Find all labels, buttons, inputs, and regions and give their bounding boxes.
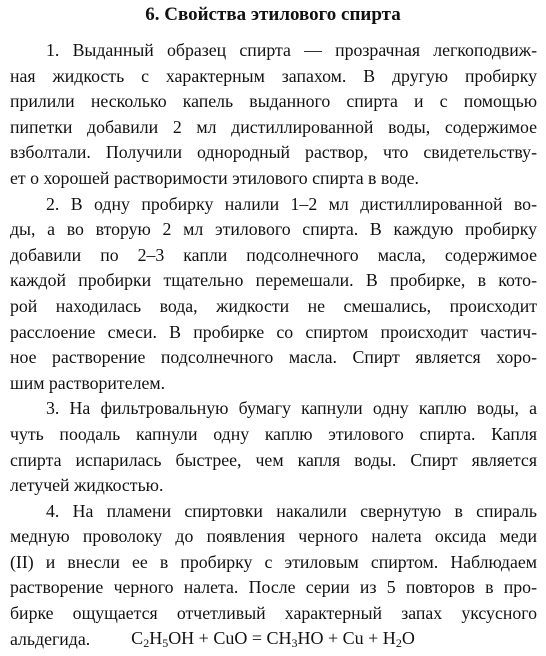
chemical-equation [0,627,546,649]
text-line: взболтали. Получили однородный раствор, что свидетельству- [10,142,537,163]
paragraph-1 [10,38,537,192]
text-line: ное растворение подсолнечного масла. Спирт является хоро- [10,347,537,368]
text-line: ная жидкость с характерным запахом. В другую пробирку [10,65,537,86]
formula-part: OH + CuO = CH [168,628,292,648]
text-line: прилили несколько капель выданного спирта и с помощью [10,91,537,112]
text-line: бирке ощущается отчетливый характерный запах уксусного [10,603,537,624]
text-line: медную проволоку до появления черного налета оксида меди [10,526,537,547]
paragraph-3 [10,396,537,498]
text-line: пипетки добавили 2 мл дистиллированной воды, содержимое [10,116,537,137]
formula-part: HO + Cu + H [297,628,396,648]
text-line: ды, а во вторую 2 мл этилового спирта. В каждую пробирку [10,219,537,240]
text-line: спирта испарилась быстрее, чем капля воды. Спирт является [10,449,537,470]
text-line: летучей жидкостью. [10,475,164,496]
formula-part: H [149,628,163,648]
text-line: растворение черного налета. После серии из 5 повторов в про- [10,577,537,598]
text-line: каждой пробирки тщательно перемешали. В пробирке, в кото- [10,270,537,291]
text-line: рой находилась вода, жидкости не смешались, происходит [10,295,537,316]
section-title: 6. Свойства этилового спирта [145,4,401,25]
formula-part: O [401,628,415,648]
formula-subscript: 2 [395,636,402,650]
text-line: шим растворителем. [10,372,166,393]
text-line: чуть поодаль капнули одну каплю этилового спирта. Капля [10,423,537,444]
formula-subscript: 5 [162,636,169,650]
text-line: добавили по 2–3 капли подсолнечного масла, содержимое [10,244,537,265]
text-line: альдегида. [10,628,91,649]
text-line: ет о хорошей растворимости этилового спирта в воде. [10,167,419,188]
text-line: 3. На фильтровальную бумагу капнули одну каплю воды, а [46,398,537,419]
formula-subscript: 3 [291,636,298,650]
formula-part: C [131,628,144,648]
document-body [10,38,537,652]
formula-subscript: 2 [143,636,150,650]
text-line: 4. На пламени спиртовки накалили свернутую в спираль [46,500,537,521]
text-line: 1. Выданный образец спирта — прозрачная легкоподвиж- [46,40,537,60]
text-line: 2. В одну пробирку налили 1–2 мл дистиллированной во- [46,193,537,214]
text-line: (II) и внесли ее в пробирку с этиловым спиртом. Наблюдаем [10,551,537,572]
text-line: расслоение смеси. В пробирке со спиртом происходит частич- [10,321,537,342]
paragraph-2 [10,192,537,397]
